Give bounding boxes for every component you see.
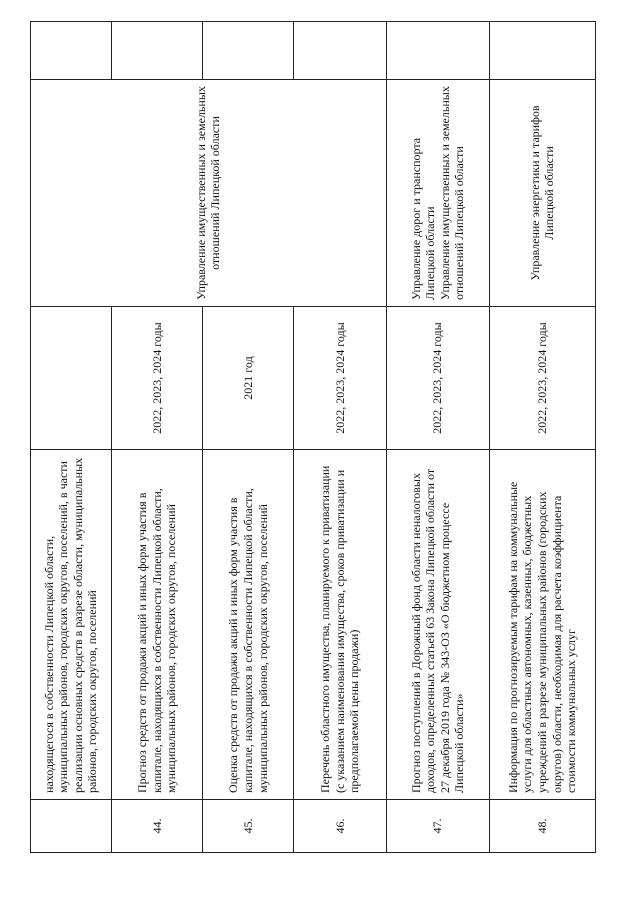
table-row [31, 22, 112, 853]
row-number: 45. [203, 800, 294, 853]
row-number: 46. [294, 800, 386, 853]
row-text: Перечень областного имущества, планируемого к приватизации (с указанием наименования имущества, сроков приватизации и предполагаемой цены продажи) [294, 450, 386, 800]
empty-cell [294, 22, 386, 80]
empty-cell [203, 22, 294, 80]
empty-cell [386, 22, 489, 80]
empty-cell [489, 22, 595, 80]
responsible-cell [386, 80, 489, 307]
responsible-cell-merged: Управление имущественных и земельных отношений Липецкой области [31, 80, 387, 307]
row-number-cell [31, 800, 112, 853]
responsible-line-1: Управление дорог и транспорта Липецкой области [408, 137, 438, 300]
responsible-line-2: Управление имущественных и земельных отношений Липецкой области [437, 86, 467, 300]
row-years: 2022, 2023, 2024 годы [489, 307, 595, 450]
row-number: 44. [111, 800, 202, 853]
row-years: 2022, 2023, 2024 годы [386, 307, 489, 450]
row-years [31, 307, 112, 450]
row-text: Оценка средств от продажи акций и иных форм участия в капитале, находящихся в собственности Липецкой области, муниципальных районов, городских округов, поселений [203, 450, 294, 800]
row-number: 47. [386, 800, 489, 853]
document-table [30, 21, 596, 853]
table-row [386, 22, 489, 853]
row-text: находящегося в собственности Липецкой области, муниципальных районов, городских округов, поселений, в части реализации основных средств в разрезе области, муниципальных районов, городских округов, поселений [31, 450, 112, 800]
responsible-cell: Управление энергетики и тарифов Липецкой области [489, 80, 595, 307]
row-years: 2022, 2023, 2024 годы [294, 307, 386, 450]
row-text: Информация по прогнозируемым тарифам на коммунальные услуги для областных автономных, казенных, бюджетных учреждений в разрезе муниципальных районов (городских округов) области, необходимая для расчета коэффициента стоимости коммунальных услуг [489, 450, 595, 800]
row-years: 2022, 2023, 2024 годы [111, 307, 202, 450]
row-years: 2021 год [203, 307, 294, 450]
empty-cell [31, 22, 112, 80]
row-text: Прогноз средств от продажи акций и иных форм участия в капитале, находящихся в собственности Липецкой области, муниципальных районов, городских округов, поселений [111, 450, 202, 800]
row-number: 48. [489, 800, 595, 853]
table-row [489, 22, 595, 853]
row-text: Прогноз поступлений в Дорожный фонд области неналоговых доходов, определенных статьей 63 Закона Липецкой области от 27 декабря 2019 года № 343-ОЗ «О бюджетном процессе Липецкой области» [386, 450, 489, 800]
empty-cell [111, 22, 202, 80]
